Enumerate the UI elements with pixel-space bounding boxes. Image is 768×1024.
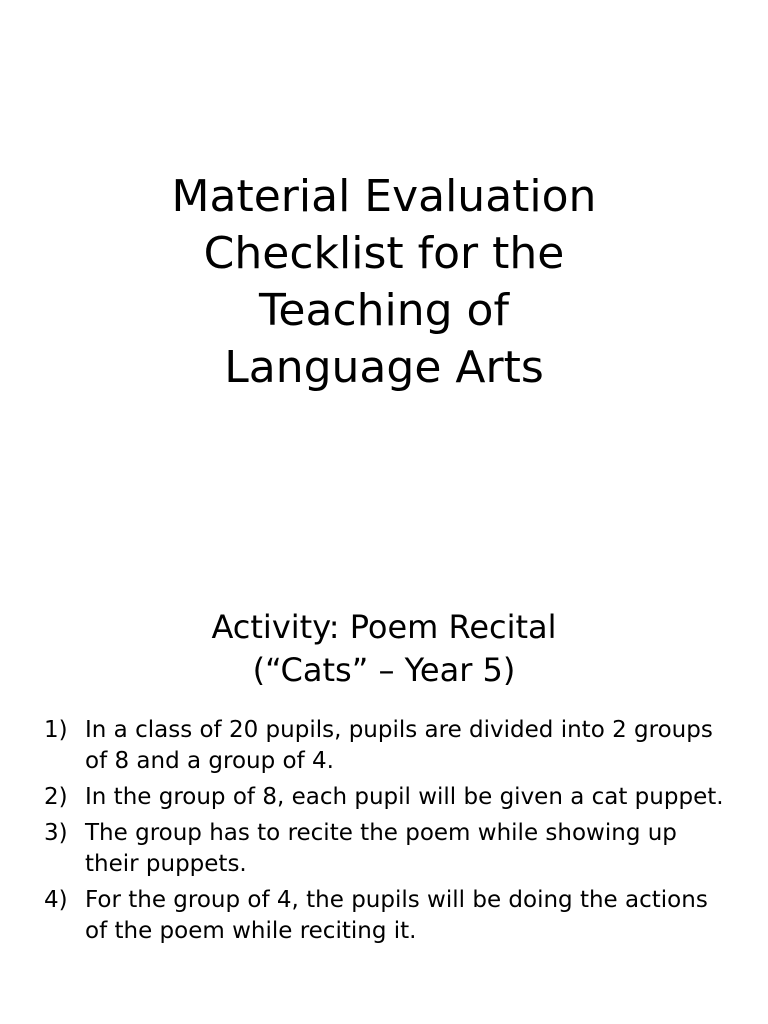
step-text: In the group of 8, each pupil will be given a cat puppet. (85, 784, 724, 810)
activity-heading (0, 606, 768, 692)
title-line: Teaching of (259, 285, 509, 336)
step-number: 1) (44, 717, 68, 743)
list-item (44, 818, 724, 880)
list-item (44, 885, 724, 947)
step-text: In a class of 20 pupils, pupils are divided into 2 groups of 8 and a group of 4. (85, 717, 713, 774)
step-number: 4) (44, 887, 68, 913)
title-line: Material Evaluation (171, 171, 597, 222)
title-line: Checklist for the (203, 228, 565, 279)
activity-steps-list (44, 715, 724, 952)
list-item (44, 782, 724, 813)
list-item (44, 715, 724, 777)
step-text: For the group of 4, the pupils will be doing the actions of the poem while reciting it. (85, 887, 708, 944)
activity-name: Activity: Poem Recital (211, 608, 557, 646)
title-line: Language Arts (224, 342, 544, 393)
step-number: 3) (44, 820, 68, 846)
step-number: 2) (44, 784, 68, 810)
slide-title (0, 168, 768, 396)
activity-subtitle: (“Cats” – Year 5) (252, 651, 516, 689)
step-text: The group has to recite the poem while showing up their puppets. (85, 820, 677, 877)
